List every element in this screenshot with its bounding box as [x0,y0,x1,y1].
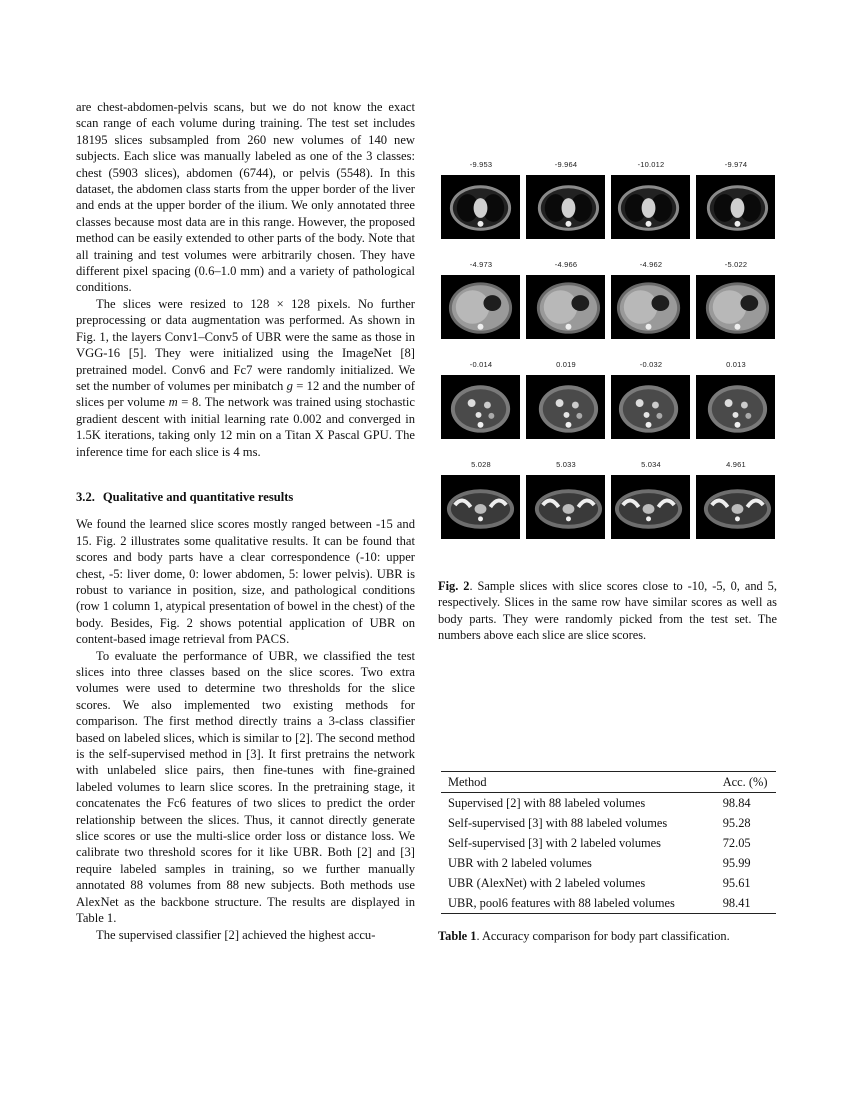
results-table [441,771,776,914]
table-cell-method: Supervised [2] with 88 labeled volumes [448,795,646,810]
table-cell-accuracy: 95.61 [722,875,751,890]
slice-score-label: -0.014 [469,360,493,369]
figure-row-pelvis [441,460,776,560]
training-text-c: = 8. The network was trained using stochastic gradient descent with initial learning rate 0.002 and converged in 1.5K iterations, taking only 12 min on a Titan X Pascal GPU. The inference time for each slice is 4 ms. [76,395,415,459]
table-row [441,793,776,814]
ct-slice-image [441,375,520,439]
figure-ct-slices [441,160,776,552]
figure-caption-text: . Sample slices with slice scores close to -10, -5, 0, and 5, respectively. Slices in the same row have similar scores as well as body parts. They were randomly picked from the test set. The numbers above each slice are slice scores. [438,579,777,643]
slice-score-label: -4.962 [639,260,663,269]
ct-slice-image [696,175,775,239]
ct-slice-image [611,475,690,539]
figure-row-chest [441,160,776,260]
table-header-accuracy: Acc. (%) [722,774,768,789]
ct-slice-image [526,475,605,539]
table-header-method: Method [448,774,487,789]
table-cell-method: UBR (AlexNet) with 2 labeled volumes [448,875,646,890]
ct-slice-image [441,175,520,239]
figure-row-abdomen [441,360,776,460]
table-row [441,813,776,833]
table-row [441,893,776,914]
table-cell-accuracy: 98.41 [722,895,751,910]
ct-slice-image [441,475,520,539]
figure-caption [438,578,777,644]
table-caption-label: Table 1 [438,929,477,943]
slice-score-label: -5.022 [724,260,748,269]
ct-slice-image [441,275,520,339]
table-cell-accuracy: 95.99 [722,855,751,870]
table-cell-method: Self-supervised [3] with 2 labeled volumes [448,835,662,850]
ct-slice-image [696,375,775,439]
table-cell-method: Self-supervised [3] with 88 labeled volumes [448,815,668,830]
slice-score-label: -9.974 [724,160,748,169]
slice-score-label: 5.028 [471,460,491,469]
slice-score-label: 4.961 [726,460,746,469]
table-cell-accuracy: 98.84 [722,795,751,810]
table-caption-text: . Accuracy comparison for body part classification. [476,929,730,943]
paragraph-evaluation: To evaluate the performance of UBR, we classified the test slices into three classes based on the slice scores. Two extra volumes were used to determine two thresholds for the slice scores. We also implemented two existing methods for comparison. The first method directly trains a 3-class classifier based on labeled slices, which is similar to [2]. The second method is the self-supervised method in [3]. It first pretrains the network with unlabeled slice pairs, then fine-tunes with fine-grained labeled volumes to learn slice scores. In the pretraining stage, it concatenates the Fc6 features of two slices to predict the order relationship between the slices. Thus, it cannot directly generate slice scores or use the multi-slice order loss or distance loss. We calibrate two threshold scores for it like UBR. Both [2] and [3] require labeled samples in training, so we further manually annotated 88 volumes from 88 new subjects. Both methods use AlexNet as the backbone structure. The results are displayed in Table 1. [76,648,415,926]
table-header-row [441,772,776,793]
slice-score-label: -9.964 [554,160,578,169]
table-row [441,853,776,873]
section-heading [76,489,415,505]
table-caption [438,928,777,944]
ct-slice-image [696,475,775,539]
slice-score-label: -4.973 [469,260,493,269]
paragraph-dataset: are chest-abdomen-pelvis scans, but we do not know the exact scan range of each volume during training. The test set includes 18195 slices subsampled from 260 new volumes of 140 new subjects. Each slice was manually labeled as one of the 3 classes: chest (5903 slices), abdomen (6744), or pelvis (5548). In this dataset, the abdomen class starts from the upper border of the liver and ends at the upper border of the ilium. We only annotated three classes because most data are in this range. However, the proposed method can be easily extended to other parts of the body. Note that all training and test volumes were arbitrarily chosen. They have different pixel spacing (0.6–1.0 mm) and a variety of pathological conditions. [76,100,415,295]
table-cell-accuracy: 95.28 [722,815,751,830]
slice-score-label: -9.953 [469,160,493,169]
ct-slice-image [526,175,605,239]
figure-caption-label: Fig. 2 [438,579,470,593]
table-row [441,833,776,853]
slice-score-label: -4.966 [554,260,578,269]
math-m: m [168,395,178,410]
ct-slice-image [611,375,690,439]
ct-slice-image [526,275,605,339]
left-column [76,99,415,943]
math-g: g [286,378,293,393]
slice-score-label: 5.033 [556,460,576,469]
section-title: Qualitative and quantitative results [102,489,294,504]
section-number: 3.2. [76,489,95,504]
table-row [441,873,776,893]
table-cell-method: UBR with 2 labeled volumes [448,855,592,870]
ct-slice-image [526,375,605,439]
slice-score-label: -10.012 [637,160,665,169]
training-text-b: = 12 and the number of slices per volume [76,378,415,410]
slice-score-label: 0.013 [726,360,746,369]
paragraph-qualitative: We found the learned slice scores mostly ranged between -15 and 15. Fig. 2 illustrates some qualitative results. It can be found that scores and body parts have a clear correspondence (-10: upper chest, -5: liver dome, 0: lower abdomen, 5: lower pelvis). UBR is robust to variance in position, size, and pathological conditions (row 1 column 1, atypical presentation of bowel in the chest) of the body. Besides, Fig. 2 shows potential application of UBR on content-based image retrieval from PACS. [76,517,415,647]
table-cell-method: UBR, pool6 features with 88 labeled volumes [448,895,675,910]
table-cell-accuracy: 72.05 [722,835,751,850]
slice-score-label: 5.034 [641,460,661,469]
figure-row-liver [441,260,776,360]
slice-score-label: -0.032 [639,360,663,369]
ct-slice-image [611,175,690,239]
paragraph-training [76,296,415,460]
slice-score-label: 0.019 [556,360,576,369]
training-text-a: The slices were resized to 128 × 128 pixels. No further preprocessing or data augmentation was performed. As shown in Fig. 1, the layers Conv1–Conv5 of UBR were the same as those in VGG-16 [5]. They were initialized using the ImageNet [8] pretrained model. Conv6 and Fc7 were randomly initialized. We set the number of volumes per minibatch [76,296,415,393]
ct-slice-image [611,275,690,339]
paragraph-supervised: The supervised classifier [2] achieved the highest accu- [96,927,376,942]
ct-slice-image [696,275,775,339]
